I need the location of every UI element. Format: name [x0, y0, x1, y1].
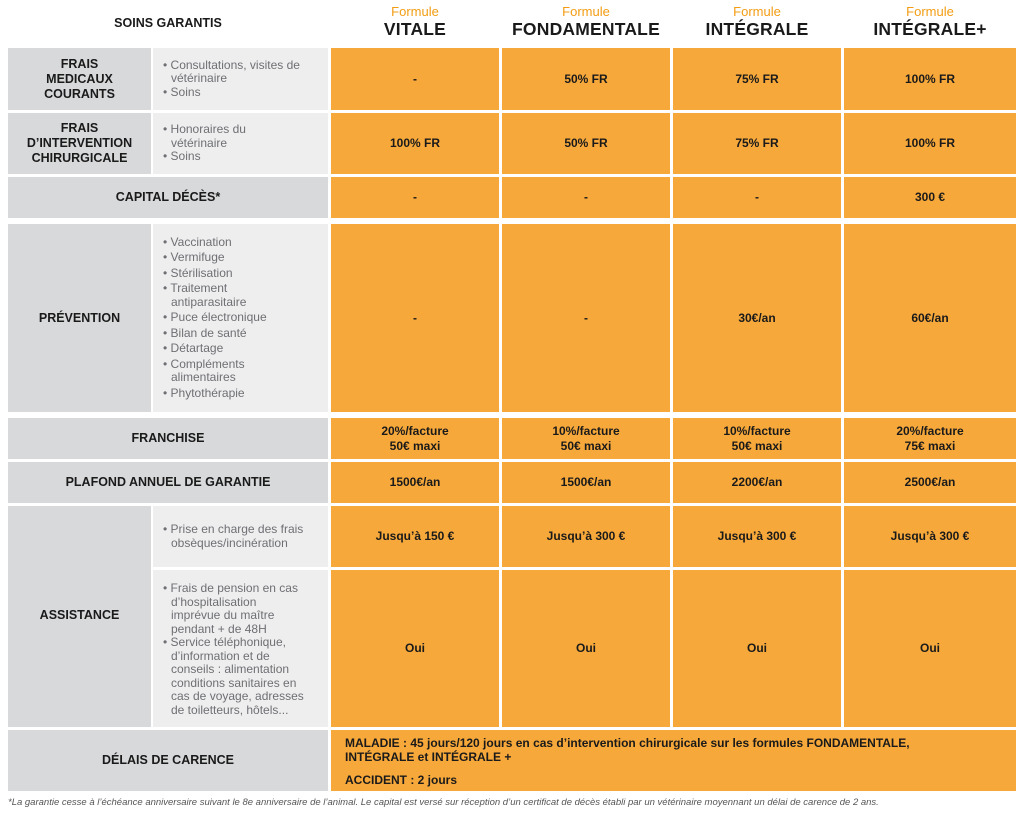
- row-label-frais-intervention: FRAIS D’INTERVENTION CHIRURGICALE: [8, 113, 151, 174]
- cell-value: 10%/facture 50€ maxi: [502, 418, 670, 459]
- footnote: *La garantie cesse à l’échéance anniversaire suivant le 8e anniversaire de l’animal. Le capital est versé sur réception d’un certificat de décès établi par un vétérinaire moyennant un délai de carence de 2 ans.: [8, 797, 879, 808]
- list-item: • Vaccination: [163, 234, 232, 249]
- cell-value: Jusqu’à 300 €: [844, 506, 1016, 567]
- formula-prefix: Formule: [391, 4, 439, 19]
- formula-name: FONDAMENTALE: [512, 19, 660, 39]
- cell-value: 1500€/an: [502, 462, 670, 503]
- list-item: • Détartage: [163, 341, 224, 356]
- formula-prefix: Formule: [733, 4, 781, 19]
- list-item: • Puce électronique: [163, 310, 267, 325]
- formula-header-fondamentale: [502, 4, 670, 44]
- cell-value: 1500€/an: [331, 462, 499, 503]
- cell-value: 75% FR: [673, 113, 841, 174]
- cell-value: 10%/facture 50€ maxi: [673, 418, 841, 459]
- formula-prefix: Formule: [906, 4, 954, 19]
- cell-value: 2500€/an: [844, 462, 1016, 503]
- row-label-frais-medicaux: FRAIS MEDICAUX COURANTS: [8, 48, 151, 110]
- cell-value: -: [502, 177, 670, 218]
- list-item: • Phytothérapie: [163, 385, 245, 400]
- formula-name: INTÉGRALE: [705, 19, 809, 39]
- cell-value: Oui: [502, 570, 670, 727]
- cell-value: 300 €: [844, 177, 1016, 218]
- list-item: • Consultations, visites de vétérinaire: [163, 57, 300, 86]
- formula-prefix: Formule: [562, 4, 610, 19]
- cell-value: 20%/facture 75€ maxi: [844, 418, 1016, 459]
- list-item: • Soins: [163, 149, 201, 164]
- row-items-assistance-1: [153, 506, 328, 567]
- row-label-plafond: PLAFOND ANNUEL DE GARANTIE: [8, 462, 328, 503]
- formula-header-integrale-plus: [844, 4, 1016, 44]
- list-item: • Traitement antiparasitaire: [163, 281, 247, 309]
- cell-value: Oui: [673, 570, 841, 727]
- list-item: • Prise en charge des frais obsèques/incinération: [163, 522, 304, 550]
- cell-value: -: [331, 48, 499, 110]
- cell-value: 2200€/an: [673, 462, 841, 503]
- cell-value: 30€/an: [673, 224, 841, 412]
- cell-value: 60€/an: [844, 224, 1016, 412]
- carence-accident: ACCIDENT : 2 jours: [345, 773, 458, 787]
- row-label-capital-deces: CAPITAL DÉCÈS*: [8, 177, 328, 218]
- row-items-frais-intervention: [153, 113, 328, 174]
- formula-name: VITALE: [383, 19, 447, 39]
- carence-maladie: MALADIE : 45 jours/120 jours en cas d’intervention chirurgicale sur les formules FONDAMENTALE, INTÉGRALE et INTÉGRALE +: [345, 736, 910, 764]
- row-label-franchise: FRANCHISE: [8, 418, 328, 459]
- cell-value: 20%/facture 50€ maxi: [331, 418, 499, 459]
- cell-value: -: [331, 224, 499, 412]
- carence-details: [331, 730, 1016, 791]
- formula-name: INTÉGRALE+: [873, 19, 987, 39]
- cell-value: Oui: [331, 570, 499, 727]
- row-label-prevention: PRÉVENTION: [8, 224, 151, 412]
- formula-header-vitale: [331, 4, 499, 44]
- cell-value: Jusqu’à 300 €: [673, 506, 841, 567]
- formula-header-integrale: [673, 4, 841, 44]
- list-item: • Compléments alimentaires: [163, 356, 245, 385]
- row-label-assistance: ASSISTANCE: [8, 506, 151, 727]
- cell-value: Oui: [844, 570, 1016, 727]
- list-item: • Vermifuge: [163, 250, 225, 265]
- row-items-prevention: [153, 224, 328, 412]
- row-label-carence: DÉLAIS DE CARENCE: [8, 730, 328, 791]
- list-item: • Honoraires du vétérinaire: [163, 122, 246, 150]
- cell-value: -: [502, 224, 670, 412]
- cell-value: Jusqu’à 150 €: [331, 506, 499, 567]
- list-item: • Service téléphonique, d’information et de conseils : alimentation conditions sanitaires en cas de voyage, adresses de toiletteurs, hôtels...: [163, 635, 304, 717]
- row-items-frais-medicaux: [153, 48, 328, 110]
- list-item: • Bilan de santé: [163, 325, 247, 340]
- list-item: • Soins: [163, 84, 201, 99]
- cell-value: 75% FR: [673, 48, 841, 110]
- cell-value: 100% FR: [844, 113, 1016, 174]
- list-item: • Stérilisation: [163, 265, 233, 280]
- list-item: • Frais de pension en cas d’hospitalisation imprévue du maître pendant + de 48H: [163, 581, 298, 636]
- soins-garantis-header: SOINS GARANTIS: [114, 15, 222, 30]
- cell-value: Jusqu’à 300 €: [502, 506, 670, 567]
- cell-value: 50% FR: [502, 48, 670, 110]
- cell-value: 100% FR: [331, 113, 499, 174]
- cell-value: -: [673, 177, 841, 218]
- row-items-assistance-2: [153, 570, 328, 727]
- cell-value: 50% FR: [502, 113, 670, 174]
- cell-value: -: [331, 177, 499, 218]
- cell-value: 100% FR: [844, 48, 1016, 110]
